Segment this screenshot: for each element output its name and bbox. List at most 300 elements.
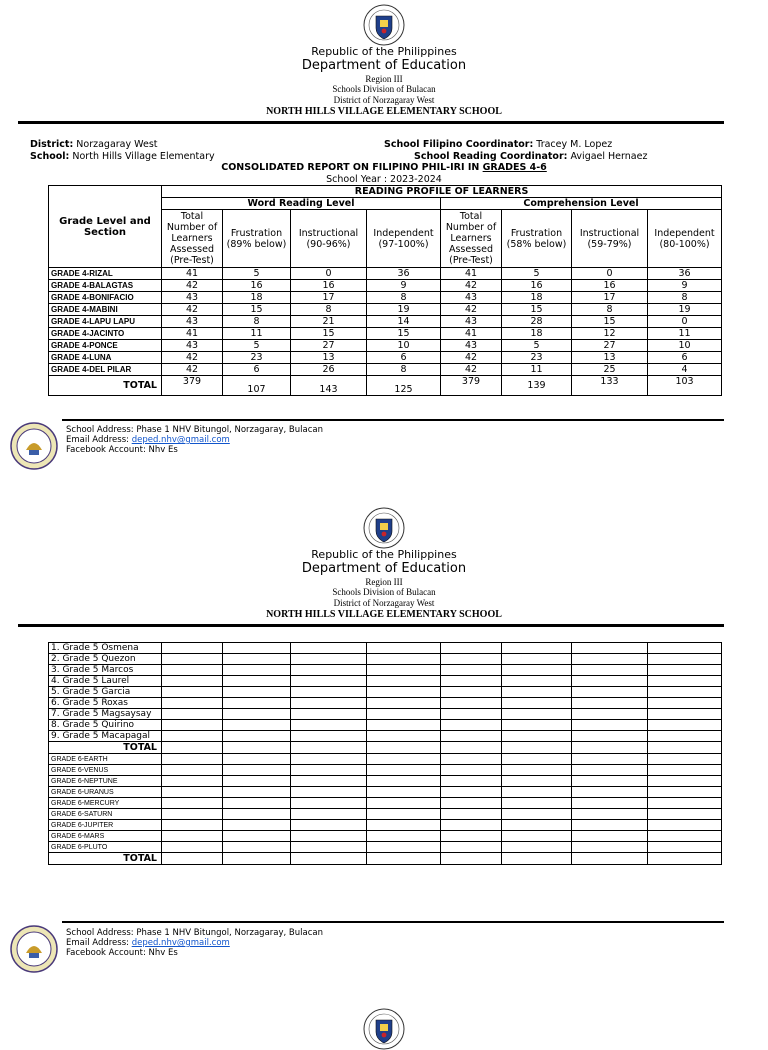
empty-cell [367,820,441,831]
empty-cell [367,754,441,765]
empty-cell [223,831,291,842]
table-cell: 15 [291,328,367,340]
empty-cell [367,665,441,676]
empty-cell [572,742,648,754]
table-cell: 15 [223,304,291,316]
table-cell: 5 [502,340,572,352]
empty-cell [502,765,572,776]
empty-cell [441,665,502,676]
empty-cell [648,709,722,720]
section-label: GRADE 4-RIZAL [49,268,162,280]
table-cell: 10 [648,340,722,352]
section-label: GRADE 6-VENUS [49,765,162,776]
empty-cell [223,754,291,765]
col-independent-comp: Independent (80-100%) [648,210,722,268]
empty-cell [441,731,502,742]
empty-cell [441,698,502,709]
empty-cell [367,809,441,820]
section-label: GRADE 6-NEPTUNE [49,776,162,787]
empty-cell [367,687,441,698]
table-cell: 15 [502,304,572,316]
empty-cell [648,687,722,698]
table-cell: 42 [441,304,502,316]
empty-cell [441,831,502,842]
table-cell: 8 [572,304,648,316]
deped-seal-icon [363,507,405,549]
col-independent-word: Independent (97-100%) [367,210,441,268]
filipino-coordinator-info: School Filipino Coordinator: Tracey M. Lopez [384,139,613,150]
table-cell: 23 [223,352,291,364]
table-cell: 9 [367,280,441,292]
table-row [49,676,722,687]
school-name-line: NORTH HILLS VILLAGE ELEMENTARY SCHOOL [266,609,502,620]
empty-cell [291,776,367,787]
section-label: 4. Grade 5 Laurel [49,676,162,687]
table-row [49,809,722,820]
empty-cell [441,798,502,809]
section-label: GRADE 6-JUPITER [49,820,162,831]
table-cell: 6 [223,364,291,376]
empty-cell [291,765,367,776]
section-label: GRADE 4-JACINTO [49,328,162,340]
empty-cell [367,776,441,787]
empty-cell [291,754,367,765]
empty-cell [162,831,223,842]
total-label: TOTAL [49,376,162,396]
empty-cell [162,709,223,720]
empty-cell [367,787,441,798]
section-label: GRADE 6-EARTH [49,754,162,765]
empty-cell [162,731,223,742]
empty-cell [441,820,502,831]
table-row [49,643,722,654]
empty-cell [441,720,502,731]
empty-cell [223,665,291,676]
section-label: GRADE 6-MARS [49,831,162,842]
empty-cell [502,842,572,853]
empty-cell [648,831,722,842]
section-label: GRADE 4-PONCE [49,340,162,352]
section-label: GRADE 6-SATURN [49,809,162,820]
empty-cell [291,731,367,742]
empty-cell [291,831,367,842]
table-cell: 27 [572,340,648,352]
empty-cell [572,643,648,654]
total-label: TOTAL [49,853,162,865]
email-link[interactable]: deped.nhv@gmail.com [131,938,230,948]
district-info: District: Norzagaray West [30,139,158,150]
empty-cell [572,820,648,831]
table-cell: 26 [291,364,367,376]
table-cell: 13 [291,352,367,364]
empty-cell [441,809,502,820]
empty-cell [502,820,572,831]
empty-cell [441,654,502,665]
empty-cell [502,731,572,742]
table-row [49,787,722,798]
table-cell: 8 [367,364,441,376]
empty-cell [162,665,223,676]
table-cell: 5 [223,340,291,352]
table-row [49,709,722,720]
empty-cell [572,676,648,687]
deped-seal-icon [363,4,405,46]
empty-cell [502,687,572,698]
empty-cell [572,765,648,776]
section-label: GRADE 4-BONIFACIO [49,292,162,304]
table-cell: 42 [441,364,502,376]
table-cell: 5 [223,268,291,280]
table-row [49,776,722,787]
total-cell: 133 [572,376,648,396]
table-cell: 0 [648,316,722,328]
empty-cell [572,853,648,865]
section-label: GRADE 4-LUNA [49,352,162,364]
table-row [49,742,722,754]
table-row [49,654,722,665]
empty-cell [367,731,441,742]
table-cell: 16 [291,280,367,292]
republic-line: Republic of the Philippines [311,548,457,561]
table-row [49,328,722,340]
table-cell: 16 [502,280,572,292]
empty-cell [648,776,722,787]
empty-cell [223,853,291,865]
footer-address: School Address: Phase 1 NHV Bitungol, Norzagaray, Bulacan [66,425,323,435]
total-label: TOTAL [49,742,162,754]
school-logo-icon [10,925,58,973]
empty-cell [162,798,223,809]
empty-cell [367,842,441,853]
table-cell: 11 [648,328,722,340]
section-label: 8. Grade 5 Quirino [49,720,162,731]
empty-cell [648,809,722,820]
empty-cell [162,742,223,754]
table-cell: 36 [367,268,441,280]
table-cell: 11 [223,328,291,340]
footer-facebook: Facebook Account: Nhv Es [66,948,178,958]
empty-cell [223,809,291,820]
header-rule [18,121,724,124]
school-year: School Year : 2023-2024 [326,174,442,185]
empty-cell [223,643,291,654]
empty-cell [648,820,722,831]
republic-line: Republic of the Philippines [311,45,457,58]
col-frustration-word: Frustration (89% below) [223,210,291,268]
grade-level-header: Grade Level and Section [49,186,162,268]
empty-cell [223,765,291,776]
empty-cell [441,676,502,687]
table-cell: 14 [367,316,441,328]
empty-cell [367,654,441,665]
section-label: 2. Grade 5 Quezon [49,654,162,665]
table-cell: 6 [367,352,441,364]
empty-cell [648,742,722,754]
school-logo-icon [10,422,58,470]
table-cell: 0 [572,268,648,280]
empty-cell [223,698,291,709]
empty-cell [572,787,648,798]
empty-cell [648,698,722,709]
table-cell: 19 [367,304,441,316]
empty-cell [367,831,441,842]
table-cell: 12 [572,328,648,340]
empty-cell [367,798,441,809]
table-row [49,720,722,731]
section-label: GRADE 6-PLUTO [49,842,162,853]
total-cell: 143 [291,376,367,396]
table-row [49,340,722,352]
table-cell: 9 [648,280,722,292]
school-info: School: North Hills Village Elementary [30,151,215,162]
table-row [49,731,722,742]
empty-cell [572,731,648,742]
total-cell: 379 [441,376,502,396]
header-rule [18,624,724,627]
table-row [49,842,722,853]
department-line: Department of Education [301,58,467,73]
empty-cell [502,709,572,720]
empty-cell [572,842,648,853]
table-row [49,364,722,376]
table-cell: 23 [502,352,572,364]
empty-cell [572,687,648,698]
table-row [49,280,722,292]
table-cell: 8 [291,304,367,316]
report-title: CONSOLIDATED REPORT ON FILIPINO PHIL-IRI IN GRADES 4-6 [221,162,547,173]
section-label: 7. Grade 5 Magsaysay [49,709,162,720]
footer-email: Email Address: deped.nhv@gmail.com [66,435,230,445]
empty-cell [441,754,502,765]
table-cell: 42 [162,304,223,316]
empty-cell [441,853,502,865]
table-cell: 43 [162,340,223,352]
empty-cell [648,654,722,665]
division-line: Schools Division of Bulacan [332,587,436,597]
empty-cell [162,687,223,698]
col-instructional-word: Instructional (90-96%) [291,210,367,268]
table-cell: 41 [162,328,223,340]
empty-cell [162,754,223,765]
empty-cell [502,698,572,709]
empty-cell [162,809,223,820]
table-row [49,665,722,676]
col-frustration-comp: Frustration (58% below) [502,210,572,268]
empty-cell [223,676,291,687]
empty-cell [572,720,648,731]
empty-cell [502,665,572,676]
empty-cell [162,654,223,665]
empty-cell [502,654,572,665]
grade5-6-table [48,642,722,865]
table-cell: 6 [648,352,722,364]
table-cell: 17 [572,292,648,304]
empty-cell [441,787,502,798]
table-cell: 43 [162,292,223,304]
empty-cell [223,798,291,809]
table-cell: 41 [441,268,502,280]
section-label: GRADE 4-BALAGTAS [49,280,162,292]
table-cell: 43 [441,316,502,328]
table-row [49,268,722,280]
table-cell: 41 [441,328,502,340]
table-cell: 42 [162,352,223,364]
empty-cell [291,853,367,865]
empty-cell [291,643,367,654]
section-label: 9. Grade 5 Macapagal [49,731,162,742]
empty-cell [441,742,502,754]
empty-cell [648,787,722,798]
table-cell: 18 [502,292,572,304]
table-row [49,352,722,364]
table-row [49,292,722,304]
school-name-line: NORTH HILLS VILLAGE ELEMENTARY SCHOOL [266,106,502,117]
section-label: GRADE 6-MERCURY [49,798,162,809]
empty-cell [223,687,291,698]
empty-cell [291,709,367,720]
table-row [49,765,722,776]
empty-cell [502,831,572,842]
empty-cell [502,809,572,820]
col-instructional-comp: Instructional (59-79%) [572,210,648,268]
empty-cell [502,720,572,731]
section-label: GRADE 4-LAPU LAPU [49,316,162,328]
region-line: Region III [365,74,403,84]
empty-cell [502,676,572,687]
empty-cell [162,820,223,831]
empty-cell [223,842,291,853]
region-line: Region III [365,577,403,587]
empty-cell [223,776,291,787]
empty-cell [367,676,441,687]
empty-cell [162,698,223,709]
table-cell: 11 [502,364,572,376]
empty-cell [367,853,441,865]
empty-cell [162,643,223,654]
table-cell: 43 [162,316,223,328]
section-label: GRADE 4-DEL PILAR [49,364,162,376]
empty-cell [572,798,648,809]
table-cell: 18 [502,328,572,340]
table-cell: 42 [441,280,502,292]
table-row [49,831,722,842]
empty-cell [648,731,722,742]
table-row [49,316,722,328]
empty-cell [502,853,572,865]
table-cell: 25 [572,364,648,376]
table-row [49,820,722,831]
table-cell: 36 [648,268,722,280]
empty-cell [367,643,441,654]
empty-cell [291,842,367,853]
empty-cell [367,720,441,731]
empty-cell [223,720,291,731]
table-cell: 42 [162,280,223,292]
table-cell: 10 [367,340,441,352]
section-label: GRADE 6-URANUS [49,787,162,798]
empty-cell [291,820,367,831]
division-line: Schools Division of Bulacan [332,84,436,94]
school-footer [66,425,323,455]
empty-cell [367,765,441,776]
comprehension-header: Comprehension Level [441,198,722,210]
empty-cell [648,720,722,731]
empty-cell [572,665,648,676]
footer-rule [62,419,724,421]
table-cell: 13 [572,352,648,364]
table-cell: 18 [223,292,291,304]
empty-cell [291,676,367,687]
empty-cell [572,831,648,842]
empty-cell [441,687,502,698]
col-total-word: Total Number of Learners Assessed (Pre-Test) [162,210,223,268]
table-cell: 8 [367,292,441,304]
empty-cell [162,765,223,776]
table-cell: 27 [291,340,367,352]
table-cell: 43 [441,340,502,352]
footer-facebook: Facebook Account: Nhv Es [66,445,178,455]
section-label: 5. Grade 5 Garcia [49,687,162,698]
footer-address: School Address: Phase 1 NHV Bitungol, Norzagaray, Bulacan [66,928,323,938]
empty-cell [291,798,367,809]
empty-cell [648,798,722,809]
empty-cell [291,787,367,798]
district-line: District of Norzagaray West [333,95,435,105]
table-row [49,853,722,865]
empty-cell [367,709,441,720]
col-total-comp: Total Number of Learners Assessed (Pre-Test) [441,210,502,268]
table-cell: 5 [502,268,572,280]
table-row [49,798,722,809]
table-row [49,698,722,709]
empty-cell [367,698,441,709]
empty-cell [648,853,722,865]
deped-seal-icon [363,1008,405,1050]
table-cell: 4 [648,364,722,376]
empty-cell [223,654,291,665]
table-cell: 21 [291,316,367,328]
section-label: 6. Grade 5 Roxas [49,698,162,709]
empty-cell [441,643,502,654]
empty-cell [291,720,367,731]
reading-coordinator-info: School Reading Coordinator: Avigael Hernaez [414,151,648,162]
school-footer [66,928,323,958]
total-cell: 125 [367,376,441,396]
empty-cell [223,787,291,798]
table-cell: 15 [367,328,441,340]
empty-cell [502,798,572,809]
table-cell: 16 [223,280,291,292]
empty-cell [502,787,572,798]
empty-cell [162,787,223,798]
total-cell: 103 [648,376,722,396]
empty-cell [572,654,648,665]
total-cell: 139 [502,376,572,396]
total-cell: 379 [162,376,223,396]
word-reading-header: Word Reading Level [162,198,441,210]
empty-cell [648,643,722,654]
table-cell: 28 [502,316,572,328]
empty-cell [223,709,291,720]
table-cell: 8 [648,292,722,304]
empty-cell [648,842,722,853]
email-link[interactable]: deped.nhv@gmail.com [131,435,230,445]
empty-cell [572,754,648,765]
empty-cell [223,731,291,742]
table-cell: 42 [162,364,223,376]
section-label: GRADE 4-MABINI [49,304,162,316]
table-row [49,687,722,698]
